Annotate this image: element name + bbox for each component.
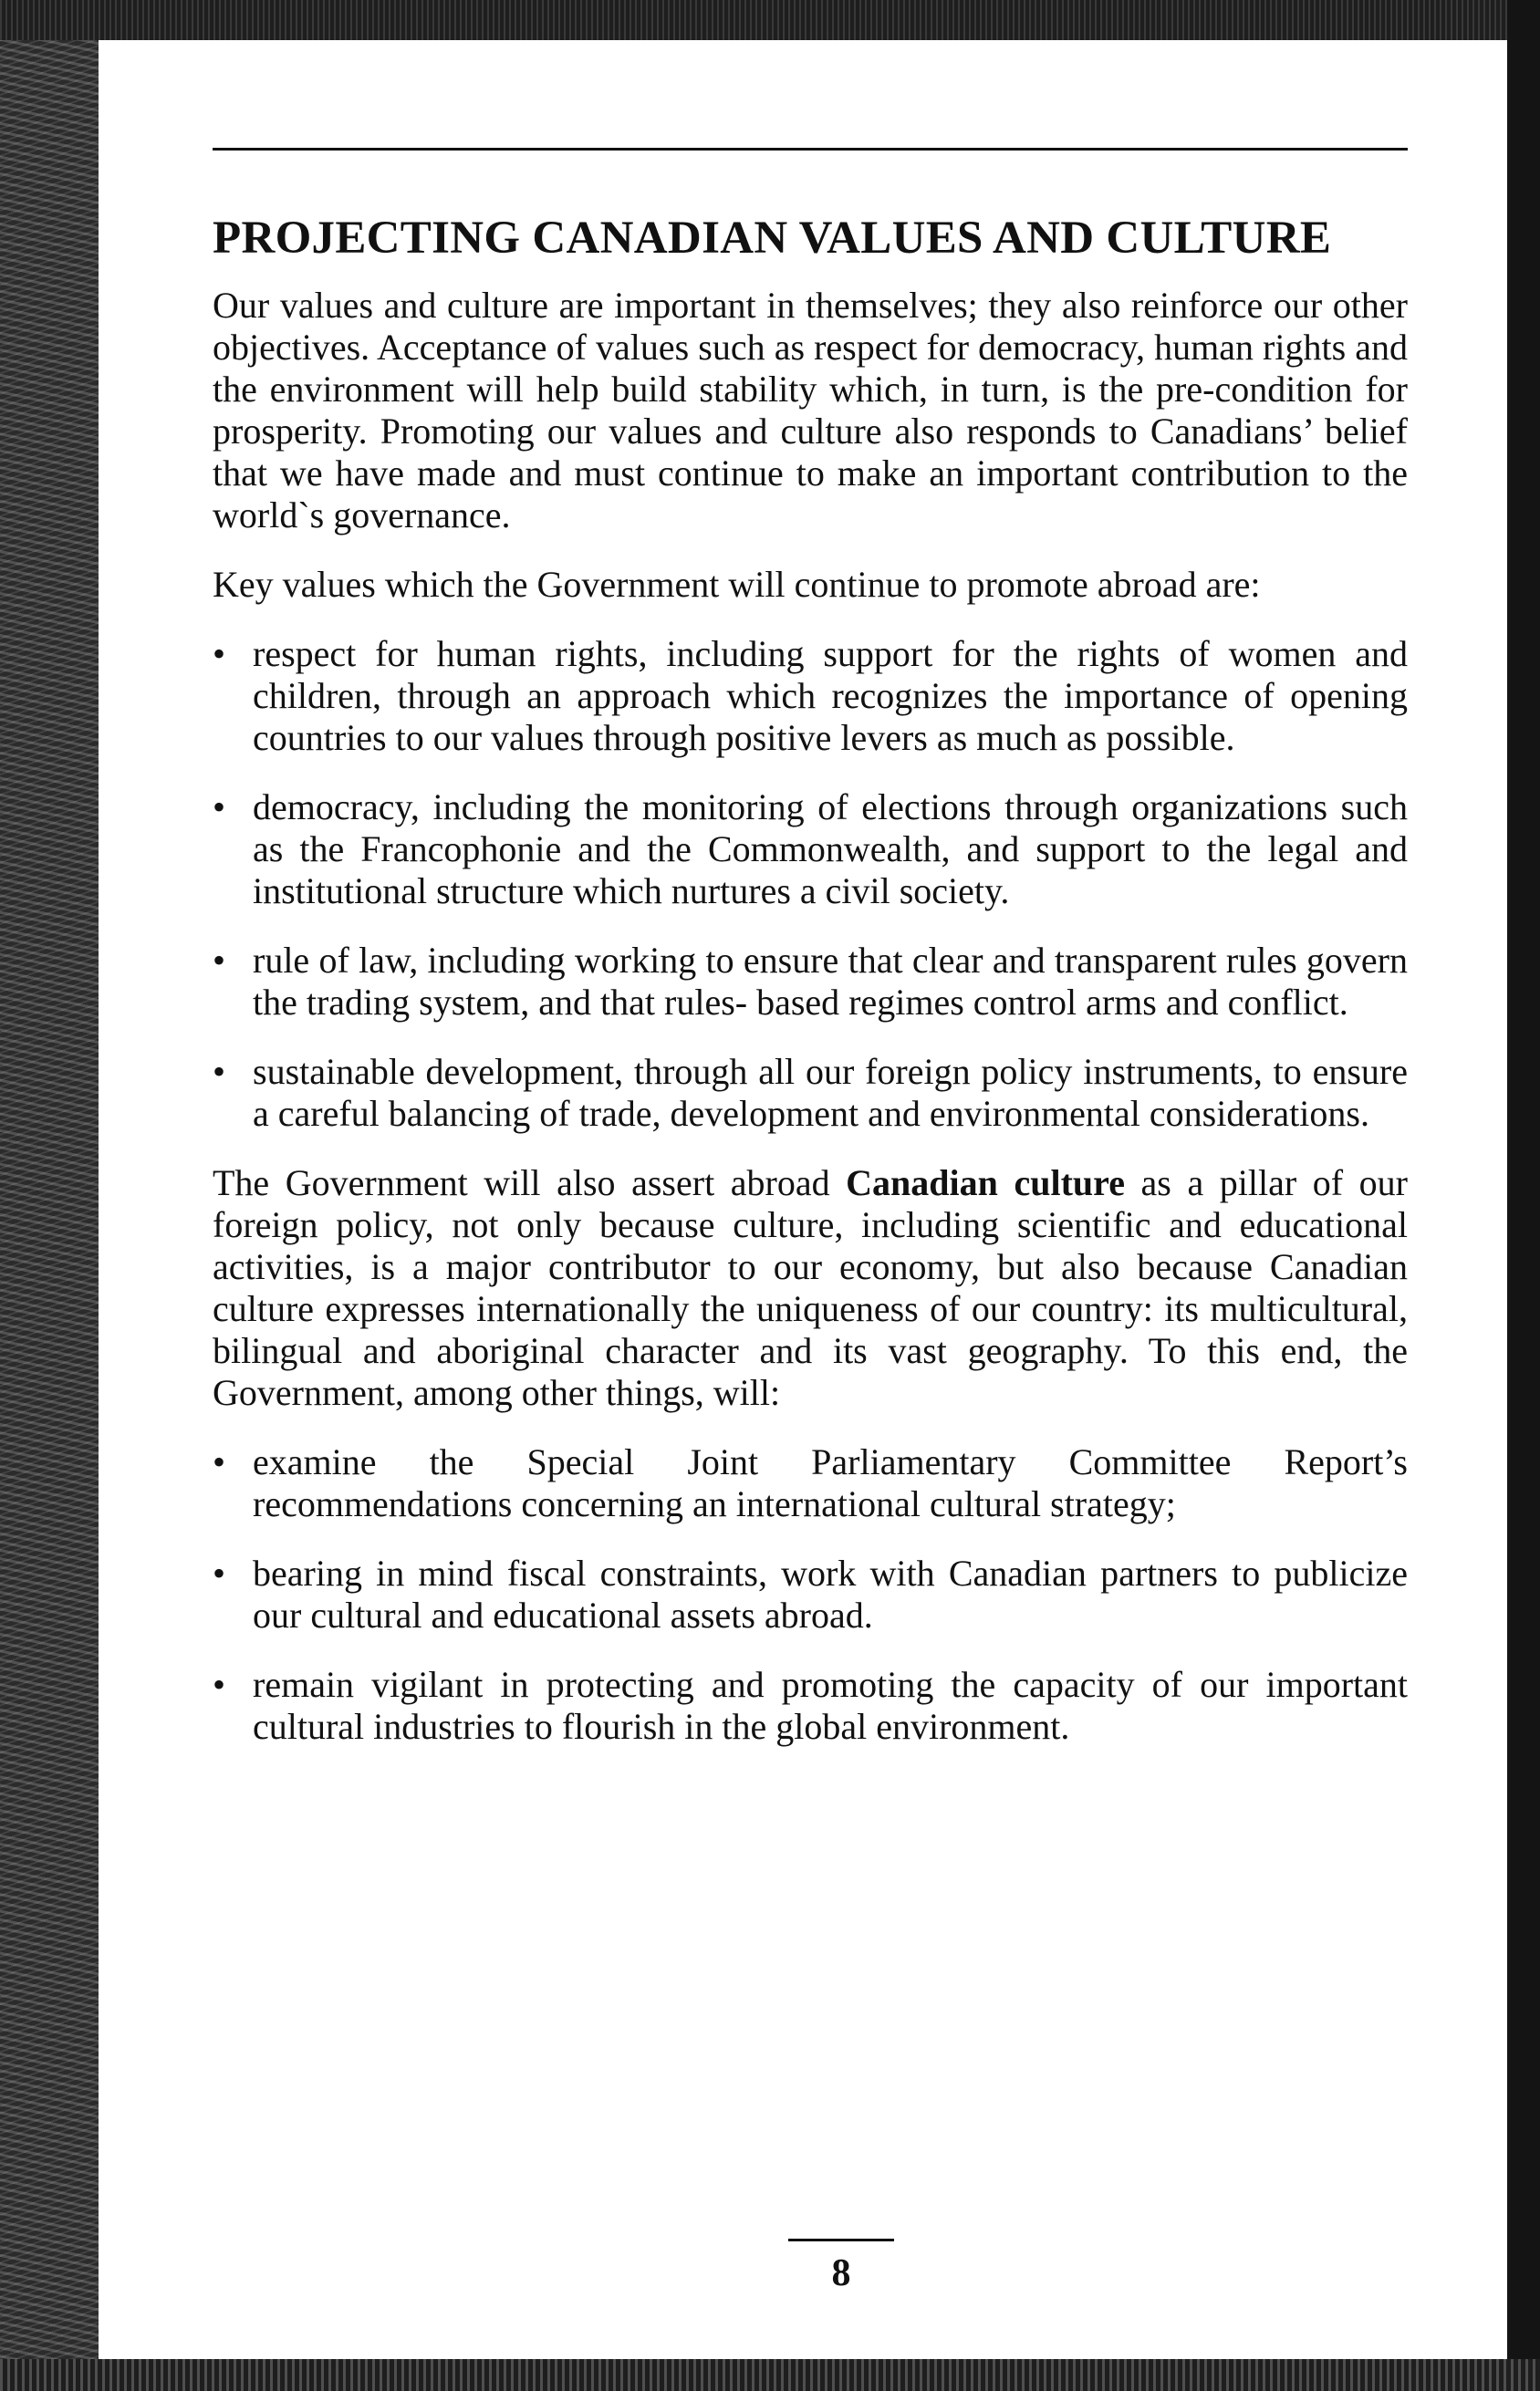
page-number: 8: [831, 2252, 851, 2294]
list-item: [213, 1441, 1408, 1525]
list-item-text: remain vigilant in protecting and promoting the capacity of our important cultural industries to flourish in the global environment.: [253, 1664, 1408, 1747]
intro-paragraph: Our values and culture are important in themselves; they also reinforce our other objectives. Acceptance of values such as respect for democracy, human rights and the environment will help build stability which, in turn, is the pre-condition for prosperity. Promoting our values and culture also responds to Canadians’ belief that we have made and must continue to make an important contribution to the world`s governance.: [213, 285, 1408, 535]
culture-emphasis: Canadian culture: [846, 1162, 1125, 1203]
bullet-icon: •: [213, 940, 226, 981]
list-item: [213, 940, 1408, 1024]
culture-text-start: The Government will also assert abroad: [213, 1162, 847, 1203]
list-item-text: democracy, including the monitoring of elections through organizations such as the Francophonie and the Commonwealth, and support to the legal and institutional structure which nurtures a civil society.: [253, 786, 1408, 911]
header-rule: [213, 148, 1408, 151]
list-item: [213, 1553, 1408, 1637]
bullet-icon: •: [213, 786, 226, 827]
footer-rule: [788, 2239, 894, 2241]
values-list: [213, 633, 1408, 1135]
document-content: [213, 212, 1408, 1775]
list-item: [213, 633, 1408, 759]
scan-border-top: [0, 0, 1540, 40]
list-item-text: rule of law, including working to ensure that clear and transparent rules govern the trading system, and that rules- based regimes control arms and conflict.: [253, 940, 1408, 1023]
bullet-icon: •: [213, 1051, 226, 1092]
list-item-text: bearing in mind fiscal constraints, work with Canadian partners to publicize our cultural and educational assets abroad.: [253, 1553, 1408, 1636]
list-item: [213, 1664, 1408, 1748]
list-item: [213, 1051, 1408, 1135]
bullet-icon: •: [213, 633, 226, 674]
page-title: PROJECTING CANADIAN VALUES AND CULTURE: [213, 213, 1332, 264]
scan-border-left: [0, 0, 99, 2391]
culture-paragraph: [213, 1162, 1408, 1414]
scan-border-right: [1507, 0, 1540, 2391]
list-item-text: examine the Special Joint Parliamentary Committee Report’s recommendations concerning an international cultural strategy;: [253, 1441, 1408, 1524]
values-lead-paragraph: Key values which the Government will continue to promote abroad are:: [213, 564, 1261, 605]
bullet-icon: •: [213, 1441, 226, 1482]
bullet-icon: •: [213, 1664, 226, 1705]
scan-border-bottom: [0, 2359, 1540, 2391]
culture-text-end: as a pillar of our foreign policy, not only because culture, including scientific and educational activities, is a major contributor to our economy, but also because Canadian culture expresses internationally the uniqueness of our country: its multicultural, bilingual and aboriginal character and its vast geography. To this end, the Government, among other things, will:: [213, 1162, 1408, 1413]
list-item: [213, 786, 1408, 912]
list-item-text: sustainable development, through all our foreign policy instruments, to ensure a careful balancing of trade, development and environmental considerations.: [253, 1051, 1408, 1134]
bullet-icon: •: [213, 1553, 226, 1594]
actions-list: [213, 1441, 1408, 1748]
list-item-text: respect for human rights, including support for the rights of women and children, through an approach which recognizes the importance of opening countries to our values through positive levers as much as possible.: [253, 633, 1408, 758]
